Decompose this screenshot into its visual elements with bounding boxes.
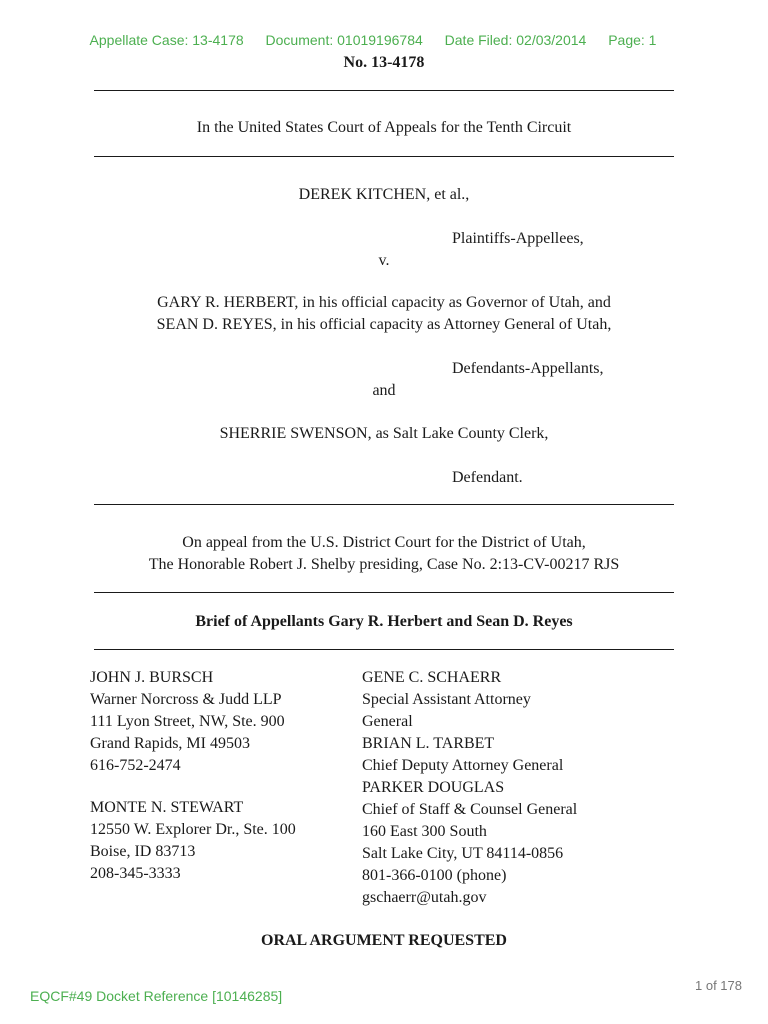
counsel-email: gschaerr@utah.gov [362, 889, 487, 906]
defendant-line-2: SEAN D. REYES, in his official capacity as Attorney General of Utah, [156, 316, 612, 333]
divider [94, 504, 674, 505]
court-name: In the United States Court of Appeals for the Tenth Circuit [196, 119, 572, 136]
case-number: No. 13-4178 [343, 54, 425, 71]
counsel-title: Chief Deputy Attorney General [362, 757, 564, 774]
third-defendant-role: Defendant. [452, 469, 523, 486]
divider [94, 156, 674, 157]
brief-title: Brief of Appellants Gary R. Herbert and Sean D. Reyes [195, 613, 573, 630]
counsel-firm: Warner Norcross & Judd LLP [90, 691, 282, 708]
appeal-line-2: The Honorable Robert J. Shelby presiding, Case No. 2:13-CV-00217 RJS [148, 556, 620, 573]
counsel-title: General [362, 713, 413, 730]
counsel-name: PARKER DOUGLAS [362, 779, 505, 796]
divider [94, 649, 674, 650]
plaintiff: DEREK KITCHEN, et al., [298, 186, 470, 203]
counsel-title: Chief of Staff & Counsel General [362, 801, 578, 818]
counsel-phone: 616-752-2474 [90, 757, 181, 774]
counsel-phone: 801-366-0100 (phone) [362, 867, 507, 884]
counsel-right-column [362, 667, 577, 909]
counsel-address: 12550 W. Explorer Dr., Ste. 100 [90, 821, 296, 838]
counsel-city: Boise, ID 83713 [90, 843, 196, 860]
third-defendant: SHERRIE SWENSON, as Salt Lake County Clerk, [219, 425, 549, 442]
defendant-line-1: GARY R. HERBERT, in his official capacity as Governor of Utah, and [157, 294, 611, 311]
counsel-name: GENE C. SCHAERR [362, 669, 502, 686]
counsel-name: JOHN J. BURSCH [90, 669, 214, 686]
defendant-role: Defendants-Appellants, [452, 360, 604, 377]
header-page: Page: 1 [608, 32, 657, 48]
page-count: 1 of 178 [695, 978, 742, 993]
counsel-name: BRIAN L. TARBET [362, 735, 495, 752]
docket-reference: EQCF#49 Docket Reference [10146285] [30, 988, 283, 1004]
appeal-line-1: On appeal from the U.S. District Court for the District of Utah, [182, 534, 586, 551]
counsel-title: Special Assistant Attorney [362, 691, 531, 708]
counsel-phone: 208-345-3333 [90, 865, 181, 882]
counsel-city: Grand Rapids, MI 49503 [90, 735, 250, 752]
counsel-address: 111 Lyon Street, NW, Ste. 900 [90, 713, 285, 730]
divider [94, 90, 674, 91]
plaintiff-role: Plaintiffs-Appellees, [452, 230, 584, 247]
counsel-name: MONTE N. STEWART [90, 799, 244, 816]
filing-header [0, 32, 746, 48]
header-date-filed: Date Filed: 02/03/2014 [444, 32, 587, 48]
counsel-city: Salt Lake City, UT 84114-0856 [362, 845, 564, 862]
oral-argument-notice: ORAL ARGUMENT REQUESTED [261, 932, 507, 949]
header-case: Appellate Case: 13-4178 [89, 32, 244, 48]
header-document: Document: 01019196784 [265, 32, 423, 48]
counsel-address: 160 East 300 South [362, 823, 487, 840]
divider [94, 592, 674, 593]
and-conjunction: and [372, 382, 396, 399]
counsel-left-column [90, 667, 296, 885]
versus: v. [378, 252, 390, 269]
